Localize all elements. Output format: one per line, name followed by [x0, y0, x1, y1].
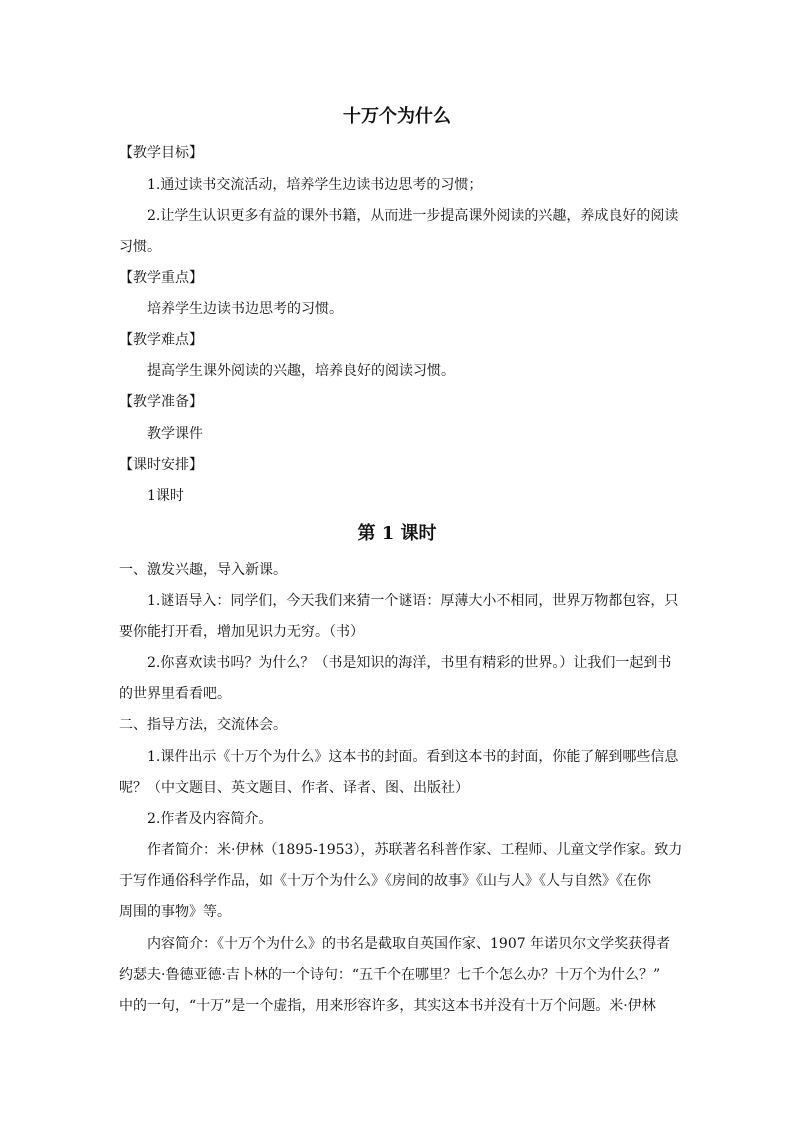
section-2-paragraph-1-line-1: 1.课件出示《十万个为什么》这本书的封面。看到这本书的封面，你能了解到哪些信息 [147, 749, 679, 765]
section-2-paragraph-1-line-2: 呢？（中文题目、英文题目、作者、译者、图、出版社） [119, 780, 469, 796]
section-1-paragraph-1-line-1: 1.谜语导入：同学们，今天我们来猜一个谜语：厚薄大小不相同，世界万物都包容，只 [147, 593, 679, 609]
difficulties-text: 提高学生课外阅读的兴趣，培养良好的阅读习惯。 [147, 363, 455, 379]
section-2-paragraph-2: 2.作者及内容简介。 [147, 811, 273, 827]
lesson-1-title: 第 1 课时 [357, 523, 437, 544]
objective-item-1: 1.通过读书交流活动，培养学生边读书边思考的习惯； [147, 177, 483, 193]
author-intro-line-2: 于写作通俗科学作品，如《十万个为什么》《房间的故事》《山与人》《人与自然》《在你 [119, 873, 651, 889]
author-intro-line-1: 作者简介：米·伊林（1895-1953），苏联著名科普作家、工程师、儿童文学作家。致力 [147, 842, 683, 858]
content-intro-line-1: 内容简介：《十万个为什么》的书名是截取自英国作家、1907 年诺贝尔文学奖获得者 [147, 936, 671, 952]
content-intro-line-3: 中的一句，“十万”是一个虚指，用来形容许多，其实这本书并没有十万个问题。米·伊林 [119, 998, 656, 1014]
schedule-text: 1课时 [147, 488, 184, 504]
section-1-paragraph-1-line-2: 要你能打开看，增加见识力无穷。（书） [119, 624, 364, 640]
preparation-heading: 【教学准备】 [119, 394, 203, 410]
key-points-heading: 【教学重点】 [119, 270, 203, 286]
objective-item-2-line-1: 2.让学生认识更多有益的课外书籍，从而进一步提高课外阅读的兴趣，养成良好的阅读 [147, 208, 679, 224]
difficulties-heading: 【教学难点】 [119, 332, 203, 348]
preparation-text: 教学课件 [147, 426, 203, 442]
section-1-paragraph-2-line-1: 2.你喜欢读书吗？为什么？（书是知识的海洋，书里有精彩的世界。）让我们一起到书 [147, 655, 672, 671]
document-title: 十万个为什么 [343, 106, 451, 127]
objective-item-2-line-2: 习惯。 [119, 239, 161, 255]
objectives-heading: 【教学目标】 [119, 145, 203, 161]
schedule-heading: 【课时安排】 [119, 457, 203, 473]
author-intro-line-3: 周围的事物》等。 [119, 904, 231, 920]
content-intro-line-2: 约瑟夫·鲁德亚德·吉卜林的一个诗句：“五千个在哪里？七千个怎么办？十万个为什么？” [119, 967, 661, 983]
section-2-heading: 二、指导方法，交流体会。 [119, 717, 287, 733]
key-points-text: 培养学生边读书边思考的习惯。 [147, 301, 343, 317]
section-1-paragraph-2-line-2: 的世界里看看吧。 [119, 686, 231, 702]
section-1-heading: 一、激发兴趣，导入新课。 [119, 562, 287, 578]
